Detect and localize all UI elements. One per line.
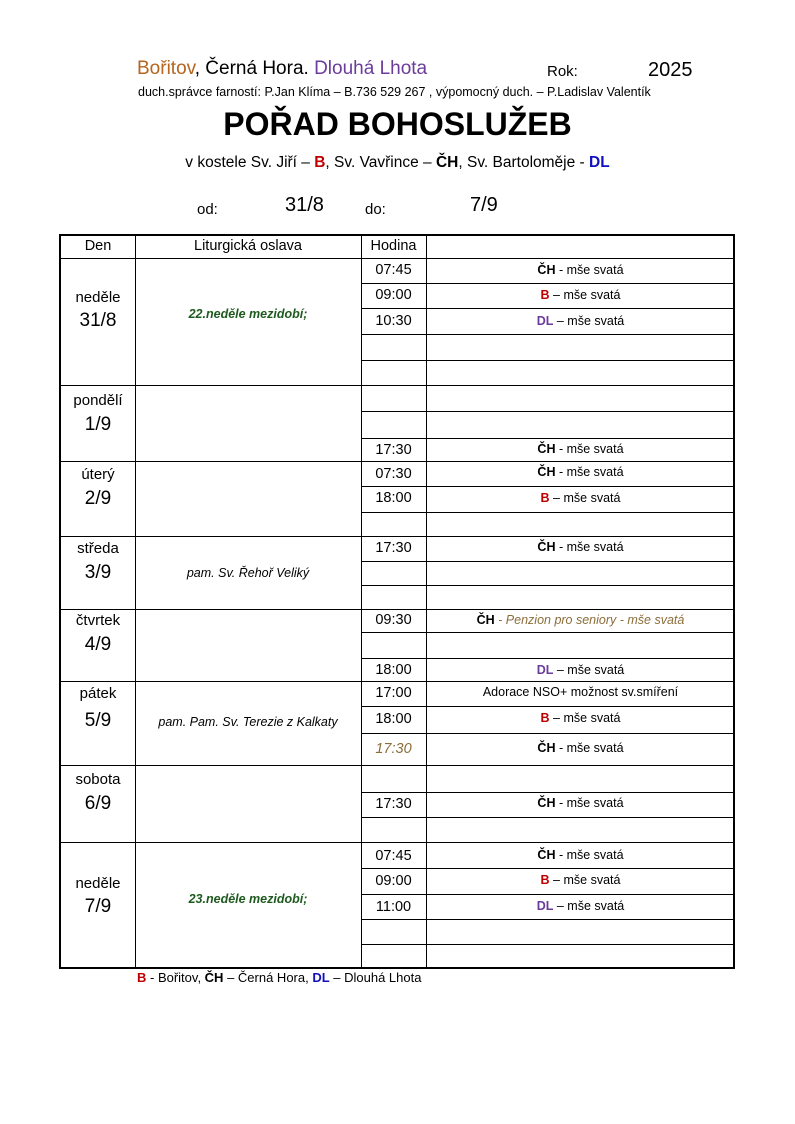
parish-code: DL (536, 314, 554, 328)
service-entry (426, 663, 735, 677)
service-entry (426, 613, 735, 627)
service-time: 07:45 (375, 262, 412, 278)
day-divider (61, 536, 733, 537)
parish-code: ČH (537, 263, 556, 277)
service-entry (426, 491, 735, 505)
legend-text: – Černá Hora, (223, 970, 313, 985)
service-time: 17:30 (375, 796, 412, 812)
day-date: 4/9 (84, 634, 112, 655)
column-divider (135, 236, 136, 967)
service-text: – mše svatá (553, 899, 625, 913)
row-divider (361, 512, 733, 513)
service-time: 09:00 (375, 873, 412, 889)
parish-code: DL (536, 899, 554, 913)
header-celebration: Liturgická oslava (194, 238, 302, 254)
liturgical-celebration: pam. Sv. Řehoř Veliký (186, 566, 310, 580)
legend-code-b: B (137, 970, 147, 985)
day-name: čtvrtek (75, 612, 121, 629)
service-time: 11:00 (375, 899, 412, 915)
service-time: 18:00 (375, 662, 412, 678)
service-time: 18:00 (375, 711, 412, 727)
row-divider (361, 919, 733, 920)
schedule-table (59, 234, 735, 969)
parish-code: ČH (537, 465, 556, 479)
service-entry (426, 263, 735, 277)
day-date: 6/9 (84, 793, 112, 814)
service-time: 17:30 (375, 741, 412, 757)
subtitle-code-dl: DL (589, 154, 610, 171)
row-divider (361, 658, 733, 659)
parish-code: ČH (537, 796, 556, 810)
row-divider (361, 868, 733, 869)
day-divider (61, 609, 733, 610)
service-entry (426, 685, 735, 699)
row-divider (361, 438, 733, 439)
parish-dlouha-lhota: Dlouhá Lhota (314, 58, 428, 79)
service-entry (426, 796, 735, 810)
day-divider (61, 461, 733, 462)
service-time: 07:30 (375, 466, 412, 482)
liturgical-celebration: 23.neděle mezidobí; (188, 892, 308, 906)
service-text: - mše svatá (555, 263, 624, 277)
parish-code: ČH (537, 442, 556, 456)
service-time: 09:30 (375, 612, 412, 628)
legend-text: – Dlouhá Lhota (329, 970, 422, 985)
day-date: 2/9 (84, 488, 112, 509)
service-text: - Penzion pro seniory - mše svatá (494, 613, 685, 627)
day-name: pátek (79, 685, 117, 702)
legend-text: - Bořitov, (146, 970, 205, 985)
service-text: - mše svatá (555, 442, 624, 456)
row-divider (61, 258, 733, 259)
from-label: od: (197, 201, 218, 218)
service-entry (426, 899, 735, 913)
row-divider (361, 706, 733, 707)
row-divider (361, 944, 733, 945)
service-text: - mše svatá (555, 540, 624, 554)
day-date: 31/8 (79, 310, 117, 331)
service-entry (426, 540, 735, 554)
parish-names (137, 58, 427, 80)
parish-code: B (540, 873, 550, 887)
service-text: - mše svatá (555, 465, 624, 479)
service-text: - mše svatá (555, 796, 624, 810)
service-time: 18:00 (375, 490, 412, 506)
service-entry (426, 711, 735, 725)
service-text: – mše svatá (549, 491, 621, 505)
service-time: 09:00 (375, 287, 412, 303)
service-text: – mše svatá (553, 663, 625, 677)
parish-code: B (540, 288, 550, 302)
service-time: 17:30 (375, 540, 412, 556)
parish-code: ČH (537, 540, 556, 554)
subtitle-part: , Sv. Bartoloměje - (458, 154, 590, 171)
subtitle (0, 154, 795, 172)
service-text: – mše svatá (549, 711, 621, 725)
day-name: úterý (81, 466, 115, 483)
day-divider (61, 842, 733, 843)
day-name: neděle (75, 875, 121, 892)
parish-code: B (540, 711, 550, 725)
legend (137, 970, 421, 985)
day-name: sobota (75, 771, 121, 788)
service-time: 17:00 (375, 685, 412, 701)
row-divider (361, 733, 733, 734)
row-divider (361, 283, 733, 284)
subtitle-code-b: B (314, 154, 326, 171)
row-divider (361, 486, 733, 487)
page-title: POŘAD BOHOSLUŽEB (223, 106, 572, 142)
row-divider (361, 792, 733, 793)
service-text: – mše svatá (549, 873, 621, 887)
service-entry (426, 442, 735, 456)
year-value: 2025 (648, 59, 693, 81)
row-divider (361, 308, 733, 309)
staff-line: duch.správce farností: P.Jan Klíma – B.736 529 267 , výpomocný duch. – P.Ladislav Valentík (138, 85, 651, 99)
service-entry (426, 314, 735, 328)
header-time: Hodina (370, 238, 417, 254)
service-entry (426, 873, 735, 887)
row-divider (361, 360, 733, 361)
to-label: do: (365, 201, 386, 218)
row-divider (361, 632, 733, 633)
parish-code: ČH (537, 848, 556, 862)
liturgical-celebration: pam. Pam. Sv. Terezie z Kalkaty (158, 715, 338, 729)
parish-code: ČH (476, 613, 495, 627)
subtitle-code-ch: ČH (435, 154, 459, 171)
parish-code: B (540, 491, 550, 505)
service-text: – mše svatá (549, 288, 621, 302)
subtitle-part: v kostele Sv. Jiří – (185, 154, 315, 171)
service-text: – mše svatá (553, 314, 625, 328)
service-time: 17:30 (375, 442, 412, 458)
parish-code: DL (536, 663, 554, 677)
legend-code-ch: ČH (204, 970, 224, 985)
row-divider (361, 411, 733, 412)
parish-separator: , (194, 58, 206, 79)
day-divider (61, 385, 733, 386)
service-entry (426, 465, 735, 479)
day-date: 7/9 (84, 896, 112, 917)
service-time: 07:45 (375, 848, 412, 864)
parish-boritov: Bořitov (137, 58, 195, 79)
service-entry (426, 741, 735, 755)
day-date: 5/9 (84, 710, 112, 731)
service-text: Adorace NSO+ možnost sv.smíření (482, 685, 679, 699)
header-day: Den (84, 238, 112, 254)
service-time: 10:30 (375, 313, 412, 329)
legend-code-dl: DL (312, 970, 330, 985)
parish-cerna-hora: Černá Hora. (205, 58, 309, 79)
row-divider (361, 561, 733, 562)
service-entry (426, 848, 735, 862)
row-divider (361, 585, 733, 586)
day-date: 3/9 (84, 562, 112, 583)
day-name: neděle (75, 289, 121, 306)
day-date: 1/9 (84, 414, 112, 435)
service-text: - mše svatá (555, 848, 624, 862)
row-divider (361, 817, 733, 818)
day-divider (61, 765, 733, 766)
to-value: 7/9 (470, 194, 498, 216)
service-entry (426, 288, 735, 302)
row-divider (361, 894, 733, 895)
day-name: středa (77, 540, 119, 557)
day-name: pondělí (73, 392, 123, 409)
service-text: - mše svatá (555, 741, 624, 755)
parish-code: ČH (537, 741, 556, 755)
from-value: 31/8 (285, 194, 324, 216)
subtitle-part: , Sv. Vavřince – (325, 154, 436, 171)
day-divider (61, 681, 733, 682)
year-label: Rok: (547, 63, 578, 80)
row-divider (361, 334, 733, 335)
liturgical-celebration: 22.neděle mezidobí; (188, 307, 308, 321)
